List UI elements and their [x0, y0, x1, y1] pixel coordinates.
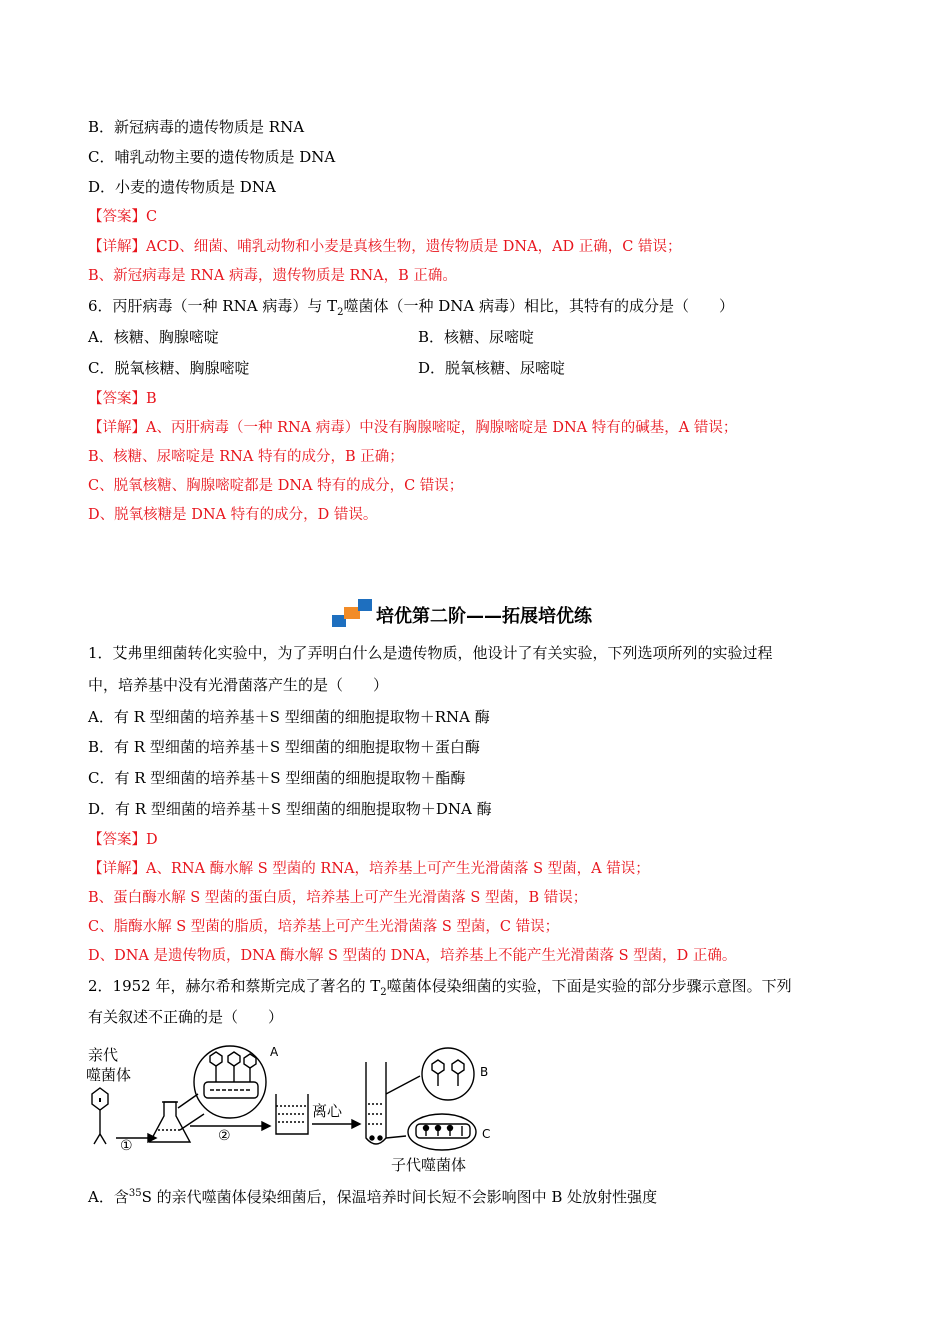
label-phage: 噬菌体: [86, 1066, 132, 1084]
q6-option-c: C．脱氧核糖、胸腺嘧啶: [88, 359, 250, 377]
bacteria-zoom-circle: [178, 1046, 266, 1130]
q5-option-d: D．小麦的遗传物质是 DNA: [88, 178, 276, 196]
beaker-icon: [276, 1094, 308, 1134]
p1-stem: 1．艾弗里细菌转化实验中，为了弄明白什么是遗传物质，他设计了有关实验，下列选项所列的实验过程: [88, 644, 773, 662]
p1-option-d: D．有 R 型细菌的培养基＋S 型细菌的细胞提取物＋DNA 酶: [88, 800, 492, 818]
p1-stem: 中，培养基中没有光滑菌落产生的是（ ）: [88, 676, 389, 694]
p1-option-a: A．有 R 型细菌的培养基＋S 型细菌的细胞提取物＋RNA 酶: [88, 708, 490, 726]
q6-answer: 【答案】B: [88, 391, 157, 407]
label-a: A: [270, 1045, 279, 1059]
p2-stem: 有关叙述不正确的是（ ）: [88, 1008, 284, 1026]
label-b: B: [480, 1065, 489, 1079]
parent-phage-icon: [92, 1088, 108, 1144]
q6-detail: D、脱氧核糖是 DNA 特有的成分，D 错误。: [88, 507, 378, 523]
label-step1: ①: [120, 1138, 133, 1154]
p2-option-a: A．含$^{35}$S 的亲代噬菌体侵染细菌后，保温培养时间长短不会影响图中 B 处放射性强度: [88, 1188, 658, 1206]
p1-detail: D、DNA 是遗传物质，DNA 酶水解 S 型菌的 DNA，培养基上不能产生光滑菌落 S 型菌，D 正确。: [88, 948, 737, 964]
precipitate-zoom-circle-c: [408, 1114, 476, 1150]
p1-detail: C、脂酶水解 S 型菌的脂质，培养基上可产生光滑菌落 S 型菌，C 错误；: [88, 919, 560, 935]
q5-answer: 【答案】C: [88, 209, 158, 225]
section-heading: [332, 597, 592, 633]
q5-option-c: C．哺乳动物主要的遗传物质是 DNA: [88, 148, 336, 166]
flask-icon: [150, 1102, 190, 1142]
q6-stem: 6．丙肝病毒（一种 RNA 病毒）与 $T_2$噬菌体（一种 DNA 病毒）相比，其特有的成分是（ ）: [88, 297, 735, 318]
label-step2: ②: [218, 1128, 231, 1144]
p1-option-c: C．有 R 型细菌的培养基＋S 型细菌的细胞提取物＋酯酶: [88, 769, 466, 787]
q6-option-a: A．核糖、胸腺嘧啶: [88, 328, 219, 346]
q6-detail: 【详解】A、丙肝病毒（一种 RNA 病毒）中没有胸腺嘧啶，胸腺嘧啶是 DNA 特有的碱基，A 错误；: [88, 420, 738, 436]
label-offspring: 子代噬菌体: [391, 1156, 467, 1174]
p1-detail: 【详解】A、RNA 酶水解 S 型菌的 RNA，培养基上可产生光滑菌落 S 型菌，A 错误；: [88, 861, 650, 877]
q6-option-b: B．核糖、尿嘧啶: [418, 328, 535, 346]
test-tube-icon: [366, 1062, 386, 1144]
label-c: C: [482, 1127, 491, 1141]
section-title: 培优第二阶——拓展培优练: [376, 606, 592, 627]
q5-detail: 【详解】ACD、细菌、哺乳动物和小麦是真核生物，遗传物质是 DNA，AD 正确，C 错误；: [88, 239, 682, 255]
q6-option-d: D．脱氧核糖、尿嘧啶: [418, 359, 566, 377]
q6-detail: B、核糖、尿嘧啶是 RNA 特有的成分，B 正确；: [88, 449, 404, 465]
phage-experiment-diagram: [86, 1042, 506, 1174]
supernatant-zoom-circle-b: [422, 1048, 474, 1100]
q5-option-b: B．新冠病毒的遗传物质是 RNA: [88, 118, 305, 136]
p1-answer: 【答案】D: [88, 832, 158, 848]
p1-option-b: B．有 R 型细菌的培养基＋S 型细菌的细胞提取物＋蛋白酶: [88, 738, 480, 756]
label-parent: 亲代: [88, 1046, 119, 1064]
p2-stem: 2．1952 年，赫尔希和蔡斯完成了著名的 $T_2$噬菌体侵染细菌的实验，下面是实验的部分步骤示意图。下列: [88, 977, 792, 998]
q6-detail: C、脱氧核糖、胸腺嘧啶都是 DNA 特有的成分，C 错误；: [88, 478, 464, 494]
label-centrifuge: 离心: [312, 1102, 343, 1120]
section-decoration-icon: [332, 597, 374, 633]
p1-detail: B、蛋白酶水解 S 型菌的蛋白质，培养基上可产生光滑菌落 S 型菌，B 错误；: [88, 890, 588, 906]
q5-detail: B、新冠病毒是 RNA 病毒，遗传物质是 RNA，B 正确。: [88, 268, 457, 284]
